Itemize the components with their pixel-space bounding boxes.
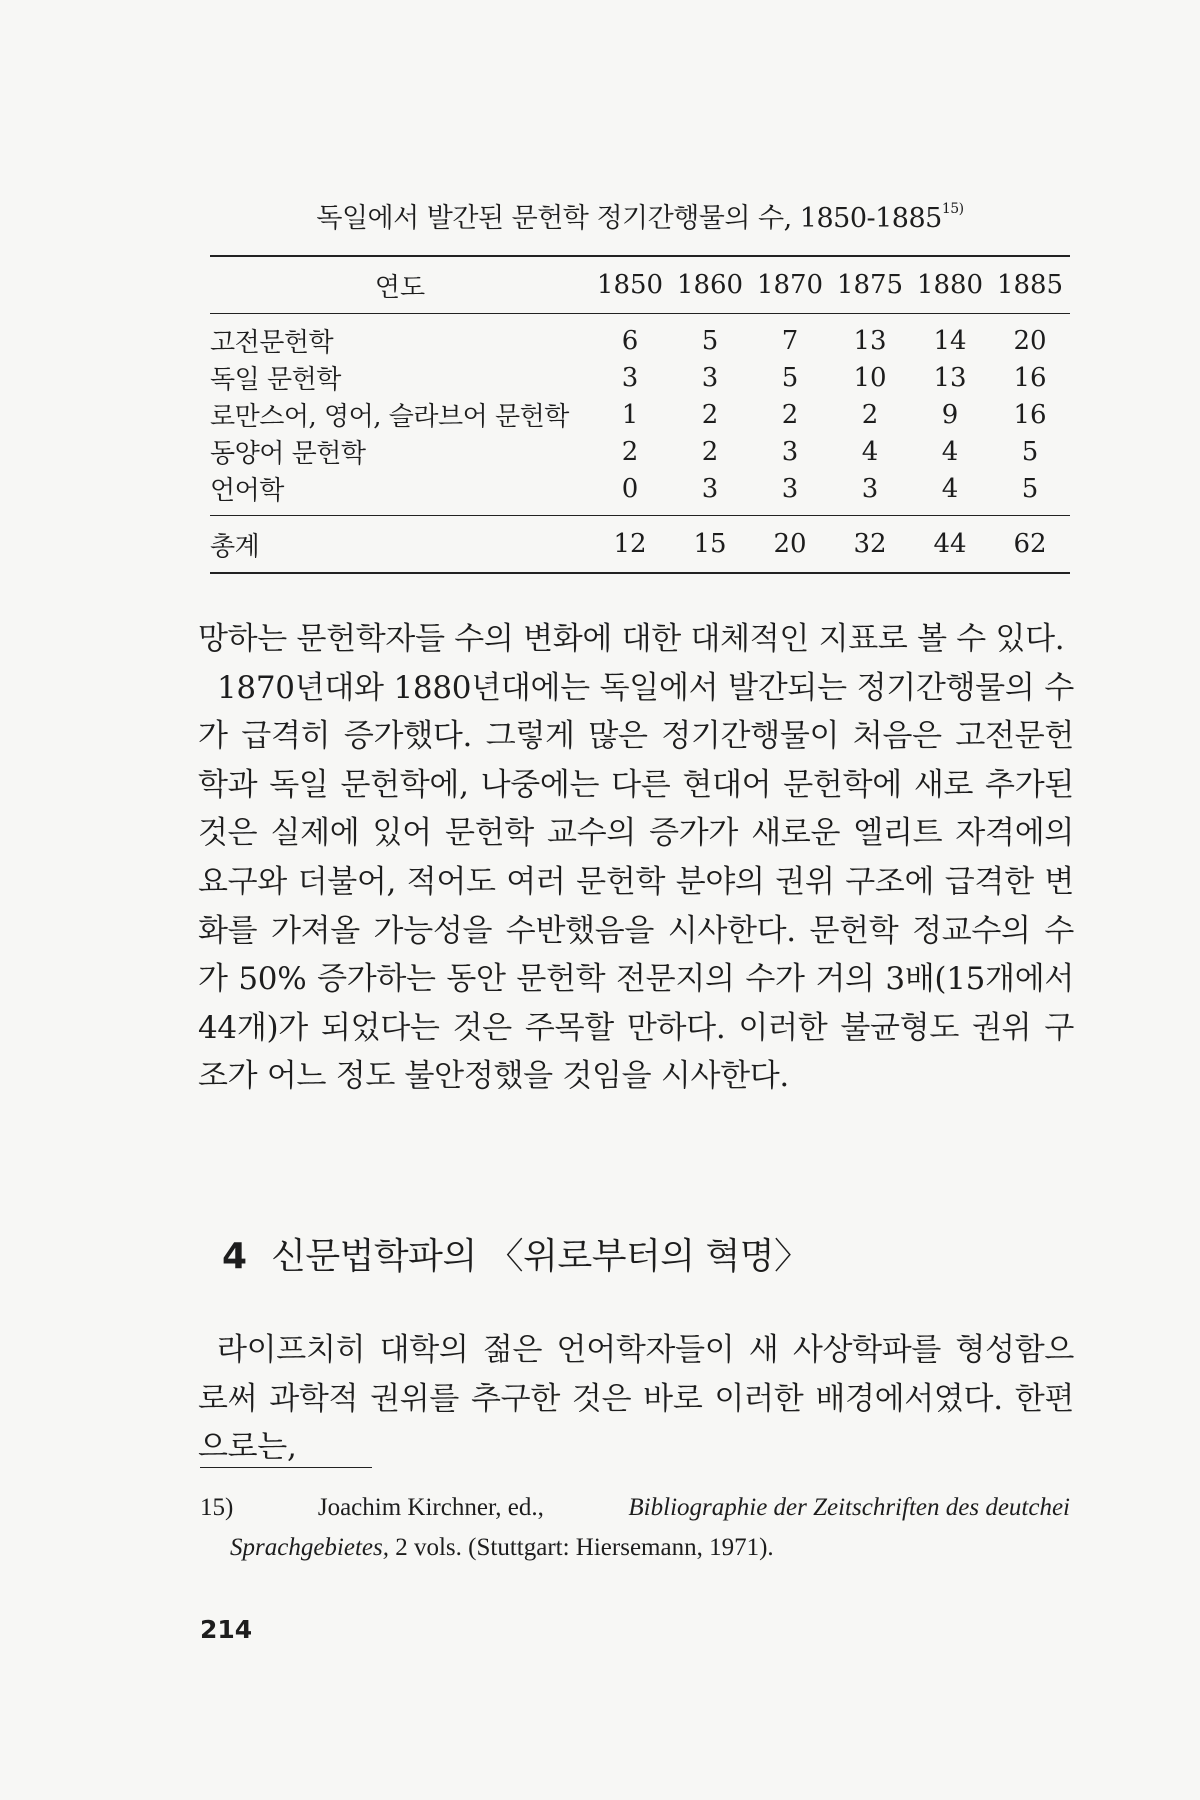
total-cell: 32 (853, 529, 887, 559)
table-total-row (210, 516, 1070, 574)
footnote-publication: 2 vols. (Stuttgart: Hiersemann, 1971). (395, 1534, 774, 1561)
data-table (210, 255, 1070, 574)
table-cell: 4 (941, 436, 959, 467)
table-cell: 5 (1021, 436, 1039, 467)
footnote-title: Bibliographie der Zeitschriften des deutchei (628, 1494, 1070, 1521)
table-cell: 3 (621, 362, 639, 393)
body-text (198, 615, 1074, 1101)
table-caption-text: 독일에서 발간된 문헌학 정기간행물의 수, 1850-1885 (316, 203, 942, 234)
row-label: 동양어 문헌학 (210, 439, 366, 469)
table-cell: 16 (1013, 399, 1047, 430)
section-heading (222, 1228, 810, 1279)
table-row (210, 359, 1070, 396)
total-cell: 62 (1013, 529, 1047, 559)
table-cell: 2 (781, 399, 799, 430)
total-cell: 15 (693, 529, 727, 559)
table-cell: 10 (853, 362, 887, 393)
section-title: 신문법학파의 〈위로부터의 혁명〉 (271, 1236, 810, 1277)
table-cell: 13 (853, 325, 887, 356)
table-cell: 2 (701, 399, 719, 430)
table-row (210, 314, 1070, 360)
total-cell: 44 (933, 529, 967, 559)
footnote-ref[interactable]: 15) (941, 201, 964, 217)
table-cell: 6 (621, 325, 639, 356)
table-cell: 1 (621, 399, 639, 430)
total-label: 총계 (210, 531, 260, 562)
header-year: 1875 (836, 270, 904, 300)
footnote-line (200, 1528, 1070, 1568)
table-cell: 9 (941, 399, 959, 430)
table-header-row (210, 256, 1070, 314)
footnote-title-cont: Sprachgebietes, (230, 1534, 389, 1561)
table-row (210, 433, 1070, 470)
table-cell: 16 (1013, 362, 1047, 393)
header-year: 1870 (756, 270, 824, 300)
table-cell: 0 (621, 473, 639, 504)
table-cell: 2 (701, 436, 719, 467)
table-cell: 3 (861, 473, 879, 504)
table-caption (210, 196, 1070, 235)
header-year: 1850 (596, 270, 664, 300)
total-cell: 12 (613, 529, 647, 559)
table-cell: 3 (701, 473, 719, 504)
row-label: 로만스어, 영어, 슬라브어 문헌학 (210, 402, 569, 432)
section-number: 4 (222, 1236, 248, 1277)
total-cell: 20 (773, 529, 807, 559)
row-label: 고전문헌학 (210, 328, 334, 358)
table-cell: 3 (781, 473, 799, 504)
table-cell: 5 (701, 325, 719, 356)
section-body-text (198, 1326, 1074, 1472)
table-cell: 4 (861, 436, 879, 467)
header-year: 1885 (996, 270, 1064, 300)
header-label: 연도 (374, 272, 426, 303)
table-cell: 5 (1021, 473, 1039, 504)
table-cell: 3 (781, 436, 799, 467)
table-cell: 7 (781, 325, 799, 356)
header-year: 1880 (916, 270, 984, 300)
footnote-line (200, 1488, 1070, 1528)
paragraph: 망하는 문헌학자들 수의 변화에 대한 대체적인 지표로 볼 수 있다. (198, 621, 1065, 657)
table-row (210, 470, 1070, 516)
table-cell: 13 (933, 362, 967, 393)
page-number: 214 (200, 1615, 253, 1644)
header-year: 1860 (676, 270, 744, 300)
table-row (210, 396, 1070, 433)
table-cell: 4 (941, 473, 959, 504)
paragraph: 1870년대와 1880년대에는 독일에서 발간되는 정기간행물의 수가 급격히 증가했다. 그렇게 많은 정기간행물이 처음은 고전문헌학과 독일 문헌학에, 나중에는 다른 현대어 문헌학에 새로 추가된 것은 실제에 있어 문헌학 교수의 증가가 새로운 엘리트 자격에의 요구와 더불어, 적어도 여러 문헌학 분야의 권위 구조에 급격한 변화를 가져올 가능성을 수반했음을 시사한다. 문헌학 정교수의 수가 50% 증가하는 동안 문헌학 전문지의 수가 거의 3배(15개에서 44개)가 되었다는 것은 주목할 만하다. 이러한 불균형도 권위 구조가 어느 정도 불안정했을 것임을 시사한다. (198, 669, 1074, 1095)
table-cell: 5 (781, 362, 799, 393)
table-cell: 2 (861, 399, 879, 430)
table-cell: 2 (621, 436, 639, 467)
row-label: 언어학 (210, 476, 284, 506)
footnote-author: Joachim Kirchner, ed., (317, 1494, 544, 1521)
paragraph: 라이프치히 대학의 젊은 언어학자들이 새 사상학파를 형성함으로써 과학적 권위를 추구한 것은 바로 이러한 배경에서였다. 한편으로는, (198, 1332, 1074, 1466)
table-cell: 14 (933, 325, 967, 356)
table-cell: 3 (701, 362, 719, 393)
table-cell: 20 (1013, 325, 1047, 356)
row-label: 독일 문헌학 (210, 365, 341, 395)
footnote-number: 15) (200, 1494, 234, 1521)
footnote-divider (200, 1467, 372, 1468)
footnote (200, 1488, 1070, 1568)
